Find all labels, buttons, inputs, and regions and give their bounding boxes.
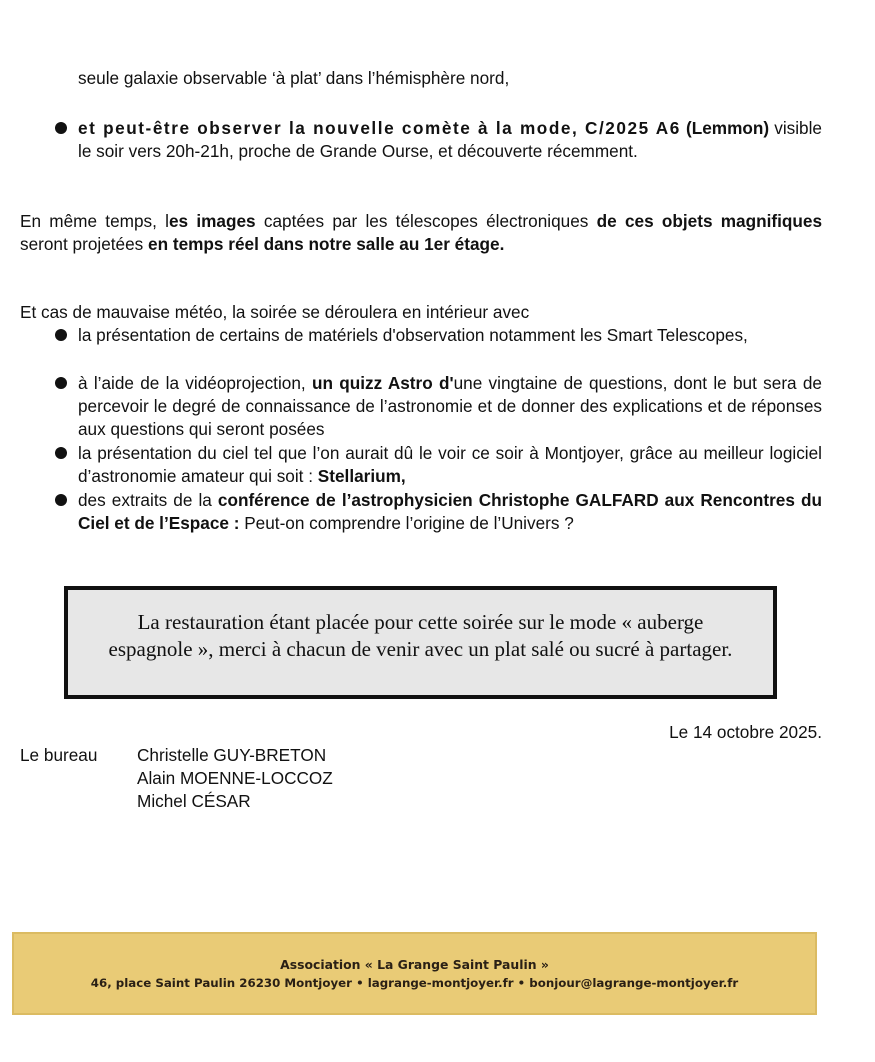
images-text-4: de ces objets magnifiques	[596, 211, 822, 231]
bureau-members	[137, 744, 333, 813]
images-text-1: En même temps, l	[20, 211, 169, 231]
intro-line: seule galaxie observable ‘à plat’ dans l’hémisphère nord,	[78, 68, 510, 88]
notice-line-1: La restauration étant placée pour cette soirée sur le mode « auberge	[137, 610, 704, 634]
quiz-text-1: à l’aide de la vidéoprojection,	[78, 373, 312, 393]
notice-box	[64, 586, 777, 699]
footer-address: 46, place Saint Paulin 26230 Montjoyer • lagrange-montjoyer.fr • bonjour@lagrange-montjoyer.fr	[90, 976, 739, 990]
comet-rest: visible le soir vers 20h-21h, proche de Grande Ourse, et découverte récemment.	[78, 118, 822, 161]
bureau-member: Alain MOENNE-LOCCOZ	[137, 768, 333, 788]
bad-weather-intro: Et cas de mauvaise météo, la soirée se déroulera en intérieur avec	[20, 302, 530, 322]
bullet-dot-icon	[55, 447, 67, 459]
bullet-material	[78, 324, 822, 347]
association-footer-banner	[12, 932, 817, 1015]
bullet-dot-icon	[55, 494, 67, 506]
bullet-conference	[78, 489, 822, 535]
bullet-dot-icon	[55, 122, 67, 134]
bullet-dot-icon	[55, 329, 67, 341]
conference-text-2: conférence de l’astrophysicien Christophe GALFARD aux Rencontres du Ciel et de l’Espace :	[78, 490, 822, 533]
letter-date: Le 14 octobre 2025.	[669, 722, 822, 742]
sky-text-1: la présentation du ciel tel que l’on aurait dû le voir ce soir à Montjoyer, grâce au meilleur logiciel d’astronomie amateur qui soit :	[78, 443, 822, 486]
images-text-6: en temps réel dans notre salle au 1er étage.	[148, 234, 505, 254]
bullet-dot-icon	[55, 377, 67, 389]
images-text-2: es images	[168, 211, 256, 231]
images-text-3: captées par les télescopes électroniques	[255, 211, 597, 231]
quiz-text-3: une vingtaine de questions, dont le but sera de percevoir le degré de connaissance de l’astronomie et de donner des explications et de réponses aux questions qui seront posées	[78, 373, 822, 439]
images-text-5: seront projetées	[20, 234, 149, 254]
conference-text-1: des extraits de la	[78, 490, 218, 510]
conference-text-3: Peut-on comprendre l’origine de l’Univers ?	[239, 513, 574, 533]
bureau-member: Michel CÉSAR	[137, 791, 251, 811]
sky-text-2: Stellarium,	[317, 466, 406, 486]
material-text: la présentation de certains de matériels d'observation notamment les Smart Telescopes,	[78, 325, 748, 345]
bureau-label: Le bureau	[20, 745, 98, 765]
bullet-quiz	[78, 372, 822, 441]
comet-bullet	[78, 117, 822, 163]
comet-name: (Lemmon)	[686, 118, 770, 138]
images-paragraph	[20, 210, 822, 256]
bureau-member: Christelle GUY-BRETON	[137, 745, 327, 765]
bullet-sky	[78, 442, 822, 488]
footer-association-name: Association « La Grange Saint Paulin »	[280, 957, 549, 972]
quiz-text-2: un quizz Astro d'	[311, 373, 454, 393]
comet-bold-lead: et peut-être observer la nouvelle comète à la mode, C/2025 A6	[78, 118, 681, 138]
notice-line-2: espagnole », merci à chacun de venir avec un plat salé ou sucré à partager.	[108, 637, 733, 661]
